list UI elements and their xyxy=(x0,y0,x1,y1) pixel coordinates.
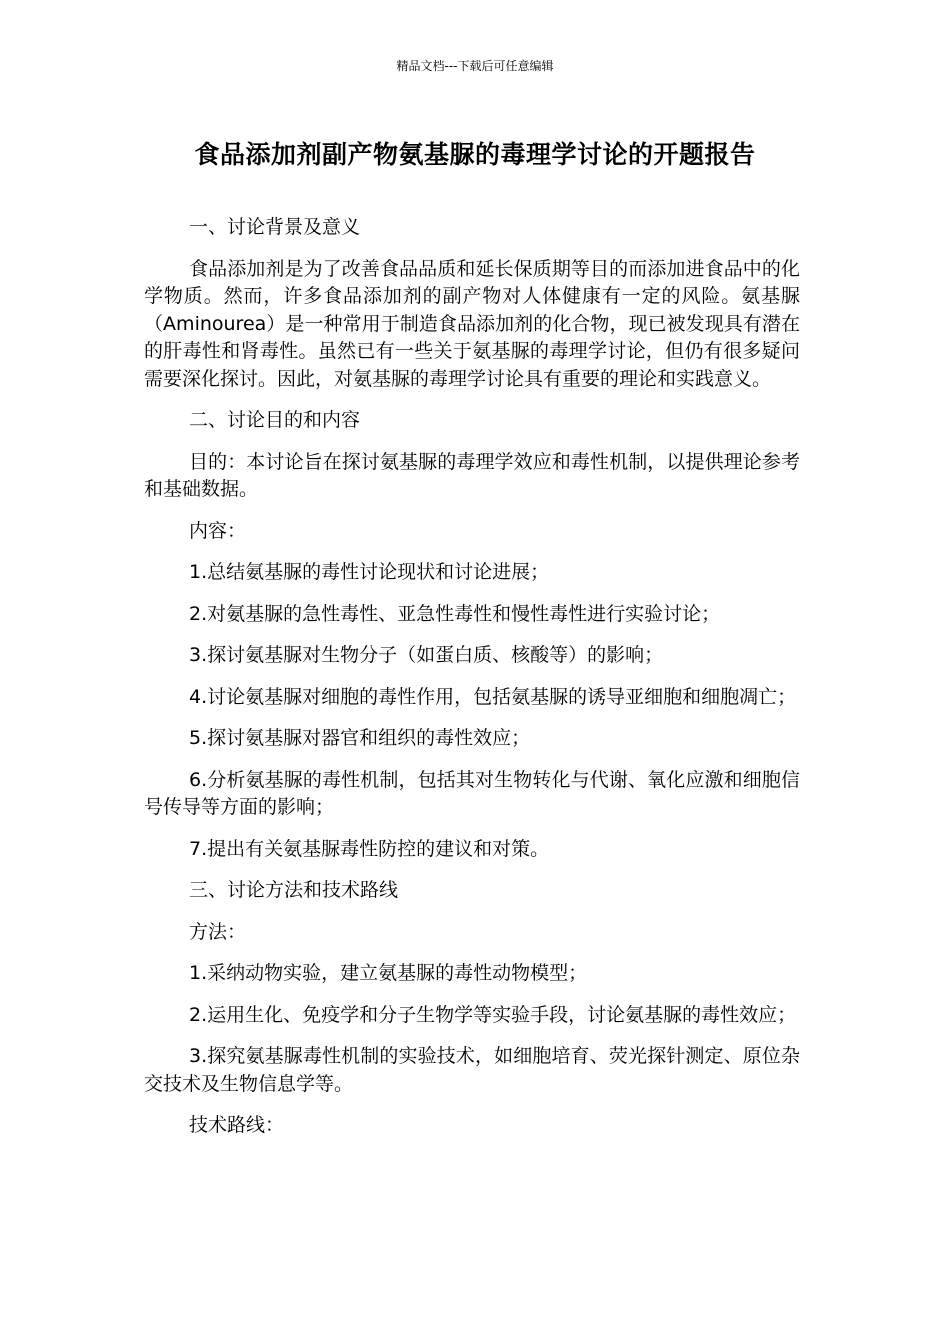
paragraph-content-label: 内容： xyxy=(189,519,247,542)
list-item: 3.探讨氨基脲对生物分子（如蛋白质、核酸等）的影响； xyxy=(189,644,664,666)
section-heading-purpose: 二、讨论目的和内容 xyxy=(189,409,361,431)
paragraph-purpose: 目的：本讨论旨在探讨氨基脲的毒理学效应和毒性机制，以提供理论参考和基础数据。 xyxy=(144,450,800,500)
section-heading-methods: 三、讨论方法和技术路线 xyxy=(189,879,399,901)
page-header-note: 精品文档---下载后可任意编辑 xyxy=(396,59,554,73)
section-heading-background: 一、讨论背景及意义 xyxy=(189,216,361,238)
list-item: 2.对氨基脲的急性毒性、亚急性毒性和慢性毒性进行实验讨论； xyxy=(189,602,721,625)
paragraph-background: 食品添加剂是为了改善食品品质和延长保质期等目的而添加进食品中的化学物质。然而，许多食品添加剂的副产物对人体健康有一定的风险。氨基脲（Aminourea）是一种常用于制造食品添加剂的化合物，现已被发现具有潜在的肝毒性和肾毒性。虽然已有一些关于氨基脲的毒理学讨论，但仍有很多疑问需要深化探讨。因此，对氨基脲的毒理学讨论具有重要的理论和实践意义。 xyxy=(144,257,800,390)
list-item: 4.讨论氨基脲对细胞的毒性作用，包括氨基脲的诱导亚细胞和细胞凋亡； xyxy=(189,685,797,708)
document-body xyxy=(144,214,800,1154)
paragraph-methods-label: 方法： xyxy=(189,920,247,943)
list-item: 1.总结氨基脲的毒性讨论现状和讨论进展； xyxy=(189,561,550,583)
list-item: 5.探讨氨基脲对器官和组织的毒性效应； xyxy=(189,727,531,749)
paragraph-tech-route-label: 技术路线： xyxy=(189,1114,285,1136)
document-title: 食品添加剂副产物氨基脲的毒理学讨论的开题报告 xyxy=(194,140,756,169)
list-item: 3.探究氨基脲毒性机制的实验技术，如细胞培育、荧光探针测定、原位杂交技术及生物信息学等。 xyxy=(144,1045,800,1095)
list-item: 6.分析氨基脲的毒性机制，包括其对生物转化与代谢、氧化应激和细胞信号传导等方面的影响； xyxy=(144,768,800,818)
list-item: 2.运用生化、免疫学和分子生物学等实验手段，讨论氨基脲的毒性效应； xyxy=(189,1003,797,1026)
list-item: 7.提出有关氨基脲毒性防控的建议和对策。 xyxy=(189,837,550,860)
list-item: 1.采纳动物实验，建立氨基脲的毒性动物模型； xyxy=(189,962,588,984)
